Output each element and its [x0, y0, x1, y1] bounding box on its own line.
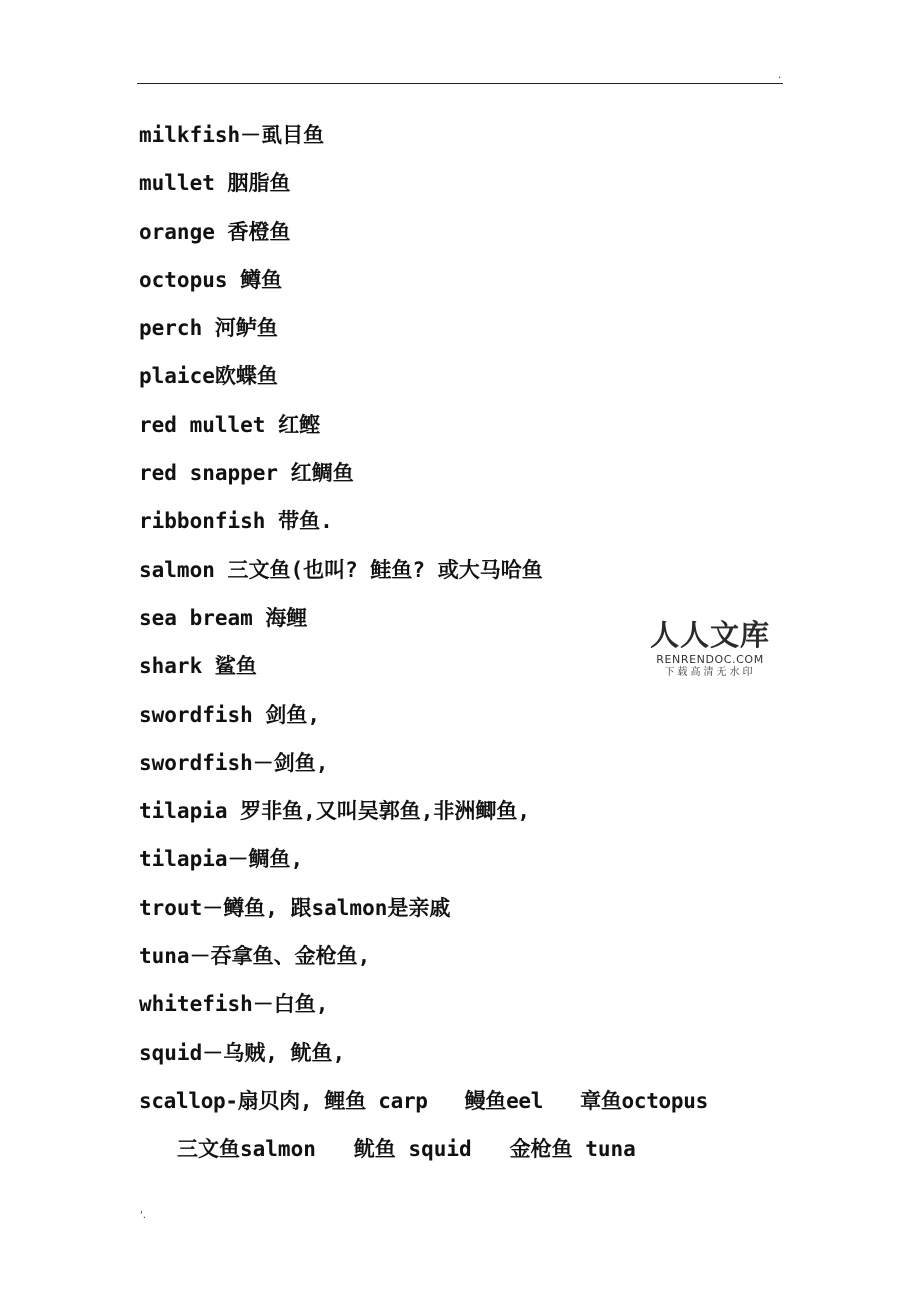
glossary-line: red mullet 红鲣 — [139, 412, 321, 437]
glossary-line: ribbonfish 带鱼. — [139, 509, 333, 534]
glossary-line: tuna－吞拿鱼、金枪鱼, — [139, 944, 371, 969]
glossary-line: 三文鱼salmon 鱿鱼 squid 金枪鱼 tuna — [177, 1137, 636, 1162]
glossary-line: tilapia－鲷鱼, — [139, 847, 304, 872]
glossary-line: squid－乌贼, 鱿鱼, — [139, 1040, 346, 1065]
glossary-line: scallop-扇贝肉, 鲤鱼 carp 鳗鱼eel 章鱼octopus — [139, 1088, 708, 1113]
glossary-line: milkfish－虱目鱼 — [139, 123, 325, 147]
glossary-line: orange 香橙鱼 — [139, 219, 291, 244]
glossary-line: salmon 三文鱼(也叫? 鲑鱼? 或大马哈鱼 — [139, 557, 543, 582]
glossary-line: shark 鲨鱼 — [139, 654, 257, 679]
watermark-tagline: 下载高清无水印 — [664, 667, 756, 678]
footer-corner-mark: '. — [140, 1210, 146, 1221]
header-corner-mark: . — [778, 70, 782, 81]
watermark-title: 人人文库 — [649, 618, 770, 652]
glossary-line: swordfish－剑鱼, — [139, 750, 329, 775]
glossary-line: sea bream 海鲤 — [139, 605, 308, 630]
fish-glossary-list — [139, 118, 708, 1181]
watermark-logo — [646, 618, 774, 679]
header-rule — [137, 83, 783, 84]
glossary-line: tilapia 罗非鱼,又叫吴郭鱼,非洲鲫鱼, — [139, 799, 531, 824]
glossary-line: octopus 鳟鱼 — [139, 267, 283, 292]
glossary-line: whitefish－白鱼, — [139, 992, 329, 1017]
glossary-line: trout－鳟鱼, 跟salmon是亲戚 — [139, 895, 451, 920]
glossary-line: mullet 胭脂鱼 — [139, 171, 291, 196]
glossary-line: plaice欧蝶鱼 — [139, 364, 278, 389]
glossary-line: swordfish 剑鱼, — [139, 702, 321, 727]
glossary-line: perch 河鲈鱼 — [139, 316, 278, 341]
glossary-line: red snapper 红鲷鱼 — [139, 461, 354, 486]
watermark-site: RENRENDOC.COM — [656, 653, 764, 666]
